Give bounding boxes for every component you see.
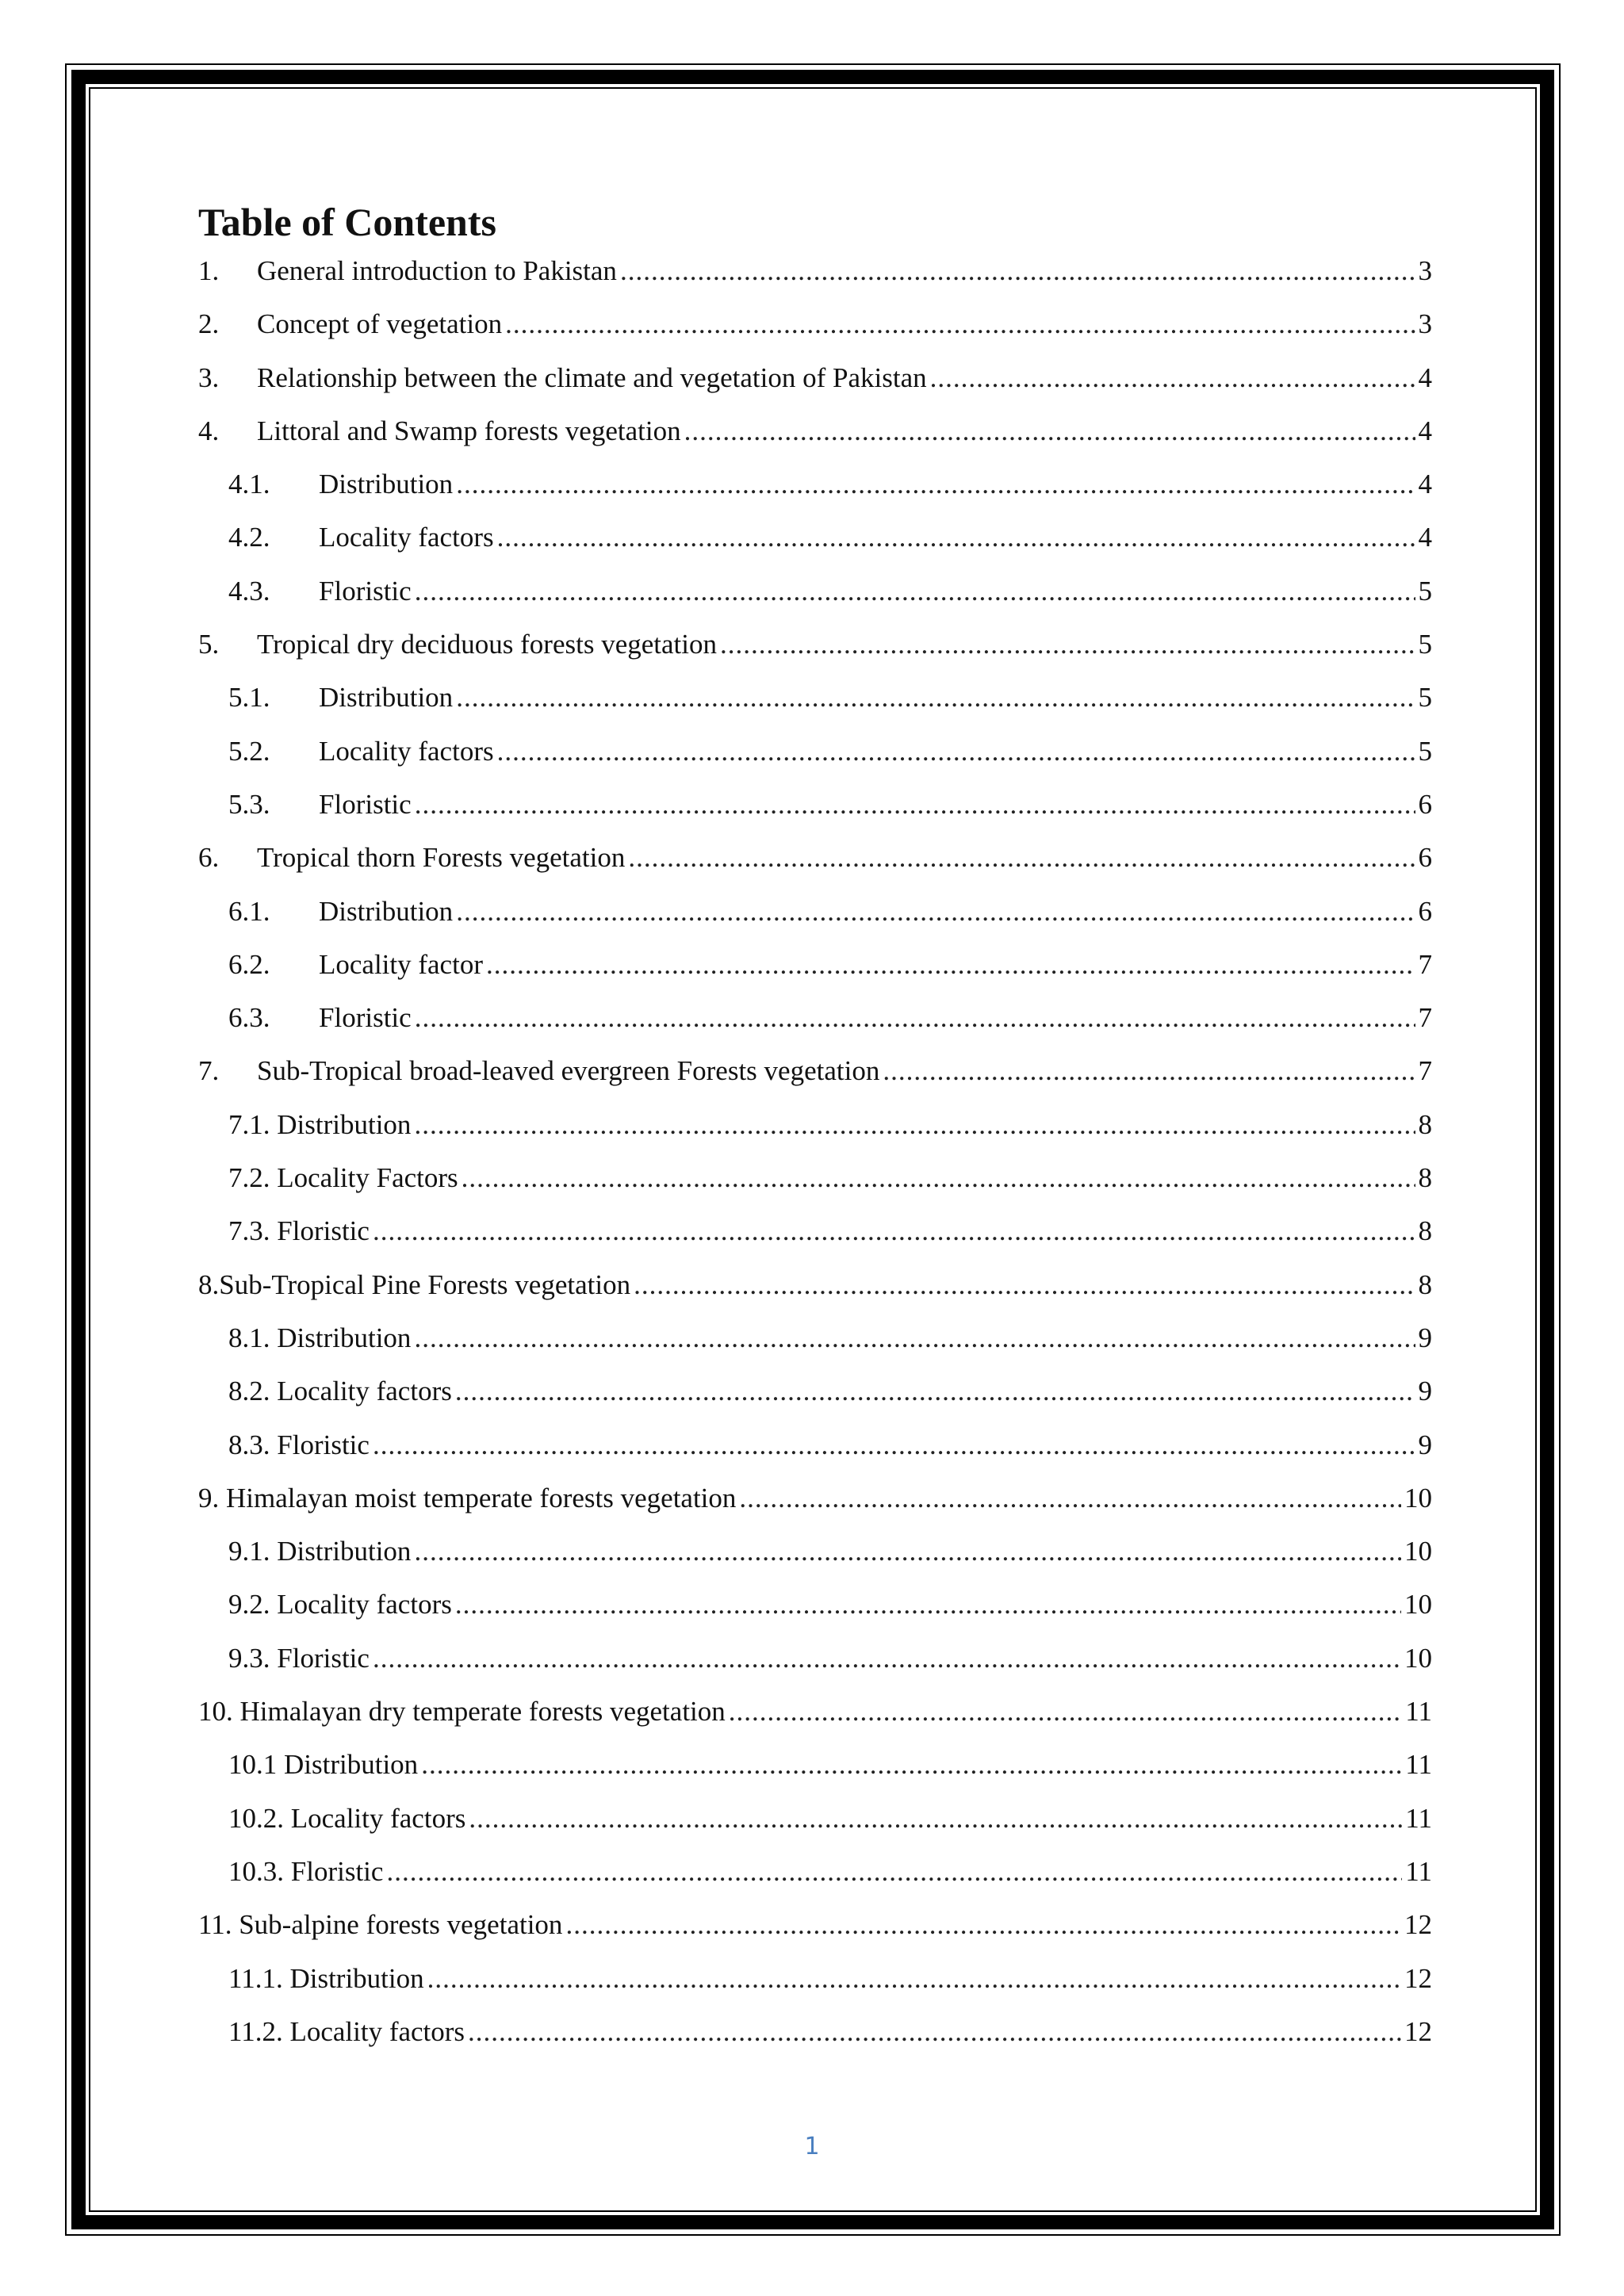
toc-entry-title: 11.2. Locality factors — [228, 2015, 465, 2047]
toc-entry-page: 8 — [1418, 1108, 1432, 1140]
toc-entry-line — [198, 576, 1432, 607]
toc-entry[interactable] — [198, 1481, 1432, 1534]
toc-entry-line — [198, 1109, 1432, 1141]
toc-entry[interactable] — [198, 1374, 1432, 1427]
toc-entry-title: 8.3. Floristic — [228, 1429, 370, 1460]
toc-entry-page: 6 — [1418, 788, 1432, 820]
toc-entry-line — [198, 255, 1432, 287]
table-of-contents — [198, 197, 1432, 2068]
toc-dot-leader — [427, 1963, 1401, 1995]
toc-entry-page: 3 — [1418, 308, 1432, 340]
toc-entry-title: Floristic — [319, 575, 412, 607]
toc-entry-title: 7.3. Floristic — [228, 1215, 370, 1247]
toc-entry[interactable] — [198, 467, 1432, 520]
toc-entry-title: 9.3. Floristic — [228, 1642, 370, 1674]
toc-dot-leader — [497, 736, 1415, 767]
toc-dot-leader — [386, 1856, 1402, 1888]
toc-entry-number: 5. — [198, 629, 220, 660]
toc-entry-page: 6 — [1418, 842, 1432, 874]
toc-entry[interactable] — [198, 1534, 1432, 1587]
toc-entry-title: Distribution — [319, 682, 454, 714]
toc-entry-page: 8 — [1418, 1162, 1432, 1194]
toc-entry-title: 9.1. Distribution — [228, 1536, 412, 1567]
toc-entry-title: Floristic — [319, 788, 412, 820]
toc-entry-title: Sub-Tropical broad-leaved evergreen Forests vegetation — [257, 1055, 880, 1087]
toc-entry-page: 11 — [1405, 1855, 1432, 1887]
toc-dot-leader — [883, 1055, 1415, 1087]
toc-dot-leader — [729, 1696, 1403, 1728]
toc-entry-title: Tropical dry deciduous forests vegetation — [257, 629, 717, 660]
toc-entry-line — [198, 949, 1432, 981]
toc-entry-line — [198, 1536, 1432, 1567]
toc-entry-page: 6 — [1418, 895, 1432, 927]
toc-entry-page: 10 — [1404, 1482, 1432, 1513]
toc-entry-line — [198, 682, 1432, 714]
toc-entry-page: 8 — [1418, 1269, 1432, 1300]
toc-entry-line — [198, 1856, 1432, 1888]
toc-entry-line — [198, 1963, 1432, 1995]
toc-entry-page: 9 — [1418, 1429, 1432, 1460]
toc-entry-page: 11 — [1405, 1802, 1432, 1834]
toc-dot-leader — [455, 1376, 1415, 1407]
toc-entry-page: 7 — [1418, 1055, 1432, 1087]
toc-entry-title: Floristic — [319, 1002, 412, 1034]
toc-entry-line — [198, 842, 1432, 874]
toc-entry-line — [198, 1749, 1432, 1781]
toc-entry[interactable] — [198, 254, 1432, 307]
toc-entry-page: 4 — [1418, 415, 1432, 446]
toc-dot-leader — [462, 1162, 1415, 1194]
toc-entry[interactable] — [198, 1587, 1432, 1640]
toc-dot-leader — [414, 1322, 1415, 1354]
toc-entry-number: 4. — [198, 415, 220, 446]
toc-entry[interactable] — [198, 1054, 1432, 1107]
toc-entry-title: 8.Sub-Tropical Pine Forests vegetation — [198, 1269, 631, 1300]
toc-dot-leader — [456, 682, 1415, 714]
toc-entry-number: 4.3. — [228, 575, 270, 607]
toc-entry[interactable] — [198, 1747, 1432, 1800]
toc-entry-number: 6. — [198, 842, 220, 874]
toc-entry[interactable] — [198, 1854, 1432, 1908]
toc-entry-title: Concept of vegetation — [257, 308, 503, 340]
toc-entry-number: 1. — [198, 255, 220, 286]
toc-entry-number: 2. — [198, 308, 220, 340]
toc-dot-leader — [684, 415, 1415, 447]
toc-dot-leader — [456, 896, 1415, 928]
toc-entry[interactable] — [198, 627, 1432, 680]
toc-entry-title: Distribution — [319, 469, 454, 500]
toc-entry-line — [198, 736, 1432, 767]
toc-entry[interactable] — [198, 307, 1432, 360]
toc-entry-number: 6.1. — [228, 895, 270, 927]
toc-entry-title: General introduction to Pakistan — [257, 255, 617, 286]
toc-dot-leader — [455, 1589, 1401, 1621]
toc-entry-page: 9 — [1418, 1322, 1432, 1353]
toc-entry[interactable] — [198, 1801, 1432, 1854]
toc-dot-leader — [469, 1803, 1402, 1835]
toc-dot-leader — [634, 1269, 1415, 1301]
toc-entry-title: Locality factors — [319, 735, 494, 767]
toc-dot-leader — [373, 1643, 1401, 1674]
toc-dot-leader — [720, 629, 1415, 660]
toc-entry-page: 5 — [1418, 735, 1432, 767]
toc-entry-page: 4 — [1418, 362, 1432, 393]
toc-entry-title: 8.1. Distribution — [228, 1322, 412, 1353]
toc-entry[interactable] — [198, 414, 1432, 467]
toc-dot-leader — [373, 1215, 1415, 1247]
toc-entry-page: 10 — [1404, 1536, 1432, 1567]
toc-entry[interactable] — [198, 734, 1432, 787]
toc-entry[interactable] — [198, 1001, 1432, 1054]
toc-dot-leader — [565, 1909, 1401, 1941]
toc-entry[interactable] — [198, 680, 1432, 733]
toc-entry-line — [198, 1803, 1432, 1835]
toc-entry-line — [198, 1215, 1432, 1247]
toc-entry-title: 10.2. Locality factors — [228, 1802, 466, 1834]
toc-entry-number: 6.2. — [228, 948, 270, 980]
toc-entry-title: Relationship between the climate and vegetation of Pakistan — [257, 362, 927, 393]
toc-entry-page: 5 — [1418, 629, 1432, 660]
toc-entry-line — [198, 1909, 1432, 1941]
toc-entry-number: 3. — [198, 362, 220, 393]
toc-dot-leader — [739, 1483, 1401, 1514]
toc-entry-line — [198, 1322, 1432, 1354]
toc-entry-page: 3 — [1418, 255, 1432, 286]
toc-entry-line — [198, 362, 1432, 394]
toc-entry[interactable] — [198, 1961, 1432, 2015]
toc-entry-title: 11. Sub-alpine forests vegetation — [198, 1909, 563, 1941]
toc-entry-page: 12 — [1404, 1962, 1432, 1994]
toc-entry-page: 7 — [1418, 948, 1432, 980]
toc-entry-page: 11 — [1405, 1749, 1432, 1781]
toc-dot-leader — [628, 842, 1415, 874]
toc-entry-page: 10 — [1404, 1642, 1432, 1674]
toc-entry-number: 4.2. — [228, 522, 270, 553]
toc-dot-leader — [415, 789, 1415, 821]
toc-list — [198, 254, 1432, 2068]
toc-entry[interactable] — [198, 947, 1432, 1001]
toc-entry-title: 7.1. Distribution — [228, 1108, 412, 1140]
toc-entry-page: 9 — [1418, 1376, 1432, 1407]
toc-entry-title: Distribution — [319, 895, 454, 927]
toc-dot-leader — [373, 1429, 1415, 1461]
toc-dot-leader — [486, 949, 1415, 981]
toc-entry[interactable] — [198, 840, 1432, 894]
toc-entry-line — [198, 1429, 1432, 1461]
toc-entry-line — [198, 522, 1432, 553]
toc-entry-line — [198, 1055, 1432, 1087]
toc-entry-page: 12 — [1404, 2015, 1432, 2047]
toc-entry-page: 5 — [1418, 682, 1432, 714]
toc-entry[interactable] — [198, 1694, 1432, 1747]
toc-entry[interactable] — [198, 1161, 1432, 1214]
toc-title: Table of Contents — [198, 200, 496, 244]
toc-dot-leader — [414, 1109, 1415, 1141]
toc-entry[interactable] — [198, 1641, 1432, 1694]
toc-dot-leader — [620, 255, 1415, 287]
toc-entry-number: 4.1. — [228, 469, 270, 500]
toc-entry-page: 12 — [1404, 1909, 1432, 1941]
toc-entry[interactable] — [198, 1908, 1432, 1961]
toc-entry-title: 9.2. Locality factors — [228, 1589, 452, 1621]
toc-entry[interactable] — [198, 574, 1432, 627]
toc-entry-line — [198, 789, 1432, 821]
toc-entry-title: Tropical thorn Forests vegetation — [257, 842, 626, 874]
page-number: 1 — [804, 2133, 820, 2160]
toc-entry[interactable] — [198, 520, 1432, 573]
toc-dot-leader — [456, 469, 1415, 500]
toc-entry[interactable] — [198, 1321, 1432, 1374]
toc-entry-number: 5.2. — [228, 735, 270, 767]
toc-entry-page: 4 — [1418, 522, 1432, 553]
toc-entry[interactable] — [198, 1268, 1432, 1321]
toc-entry[interactable] — [198, 894, 1432, 947]
toc-entry[interactable] — [198, 787, 1432, 840]
toc-entry-page: 4 — [1418, 469, 1432, 500]
toc-entry-line — [198, 1002, 1432, 1034]
toc-entry-page: 10 — [1404, 1589, 1432, 1621]
toc-entry-page: 5 — [1418, 575, 1432, 607]
toc-entry-title: 10.3. Floristic — [228, 1855, 384, 1887]
toc-entry-title: 7.2. Locality Factors — [228, 1162, 458, 1194]
toc-dot-leader — [505, 308, 1415, 340]
toc-dot-leader — [468, 2016, 1401, 2048]
toc-entry[interactable] — [198, 1428, 1432, 1481]
toc-entry-line — [198, 629, 1432, 660]
toc-entry-number: 7. — [198, 1055, 220, 1087]
toc-entry-line — [198, 1162, 1432, 1194]
toc-entry-title: Littoral and Swamp forests vegetation — [257, 415, 681, 446]
toc-entry-title: 8.2. Locality factors — [228, 1376, 452, 1407]
toc-entry[interactable] — [198, 1108, 1432, 1161]
toc-entry-line — [198, 415, 1432, 447]
toc-entry-line — [198, 1483, 1432, 1514]
toc-entry-line — [198, 896, 1432, 928]
toc-entry-number: 6.3. — [228, 1002, 270, 1034]
toc-entry-title: 10.1 Distribution — [228, 1749, 419, 1781]
toc-entry-number: 5.1. — [228, 682, 270, 714]
toc-entry-number: 5.3. — [228, 788, 270, 820]
toc-entry-title: 11.1. Distribution — [228, 1962, 424, 1994]
toc-dot-leader — [415, 1002, 1415, 1034]
toc-entry-line — [198, 308, 1432, 340]
toc-entry-title: 9. Himalayan moist temperate forests vegetation — [198, 1482, 737, 1513]
toc-entry-title: Locality factor — [319, 948, 483, 980]
toc-entry[interactable] — [198, 361, 1432, 414]
toc-entry-page: 11 — [1405, 1696, 1432, 1728]
toc-dot-leader — [930, 362, 1415, 394]
toc-entry-line — [198, 1696, 1432, 1728]
toc-entry[interactable] — [198, 1214, 1432, 1267]
toc-dot-leader — [421, 1749, 1402, 1781]
toc-entry-page: 8 — [1418, 1215, 1432, 1247]
toc-entry-line — [198, 2016, 1432, 2048]
toc-dot-leader — [414, 1536, 1401, 1567]
toc-entry-page: 7 — [1418, 1002, 1432, 1034]
toc-entry-line — [198, 1376, 1432, 1407]
toc-entry[interactable] — [198, 2015, 1432, 2068]
toc-entry-line — [198, 1589, 1432, 1621]
toc-dot-leader — [415, 576, 1415, 607]
toc-dot-leader — [497, 522, 1415, 553]
toc-entry-title: 10. Himalayan dry temperate forests vegetation — [198, 1696, 726, 1728]
toc-entry-line — [198, 1269, 1432, 1301]
toc-entry-title: Locality factors — [319, 522, 494, 553]
toc-entry-line — [198, 469, 1432, 500]
toc-entry-line — [198, 1643, 1432, 1674]
